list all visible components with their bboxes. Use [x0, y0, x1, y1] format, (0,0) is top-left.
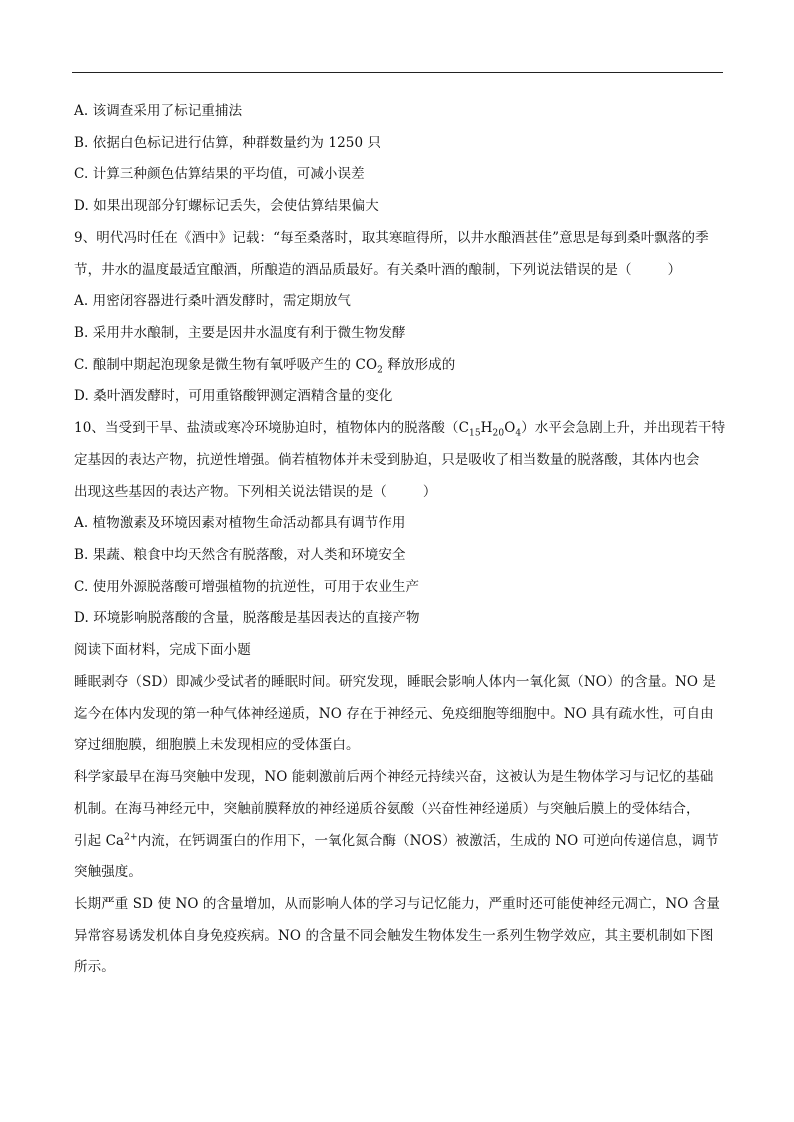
- reading-p2-line-3-text: 引起 Ca: [74, 833, 125, 849]
- q9-option-b: B. 采用井水酿制，主要是因井水温度有利于微生物发酵: [74, 325, 406, 341]
- reading-p3-line-2: 异常容易诱发机体自身免疫疾病。NO 的含量不同会触发生物体发生一系列生物学效应，其主要机制如下图: [74, 928, 714, 944]
- q10-stem-text-3: 出现这些基因的表达产物。下列相关说法错误的是（: [74, 484, 387, 500]
- q10-stem-text: 10、当受到干旱、盐渍或寒冷环境胁迫时，植物体内的脱落酸（C: [74, 420, 470, 436]
- reading-intro: 阅读下面材料，完成下面小题: [74, 642, 251, 658]
- reading-p2-line-3-tail: 内流，在钙调蛋白的作用下，一氧化氮合酶（NOS）被激活，生成的 NO 可逆向传递信息，调节: [137, 833, 719, 849]
- q9-paren-close: ）: [667, 262, 682, 278]
- q9-option-c-text: C. 酿制中期起泡现象是微生物有氧呼吸产生的 CO: [74, 357, 378, 373]
- q8-option-b: B. 依据白色标记进行估算，种群数量约为 1250 只: [74, 135, 382, 151]
- reading-p3-line-3: 所示。: [74, 959, 115, 975]
- header-rule: [72, 72, 723, 73]
- q10-option-b: B. 果蔬、粮食中均天然含有脱落酸，对人类和环境安全: [74, 547, 406, 563]
- reading-p2-line-4: 突触强度。: [74, 864, 142, 880]
- calcium-charge-superscript: 2+: [124, 832, 138, 843]
- q10-stem-line-1: [74, 418, 724, 438]
- q9-option-a: A. 用密闭容器进行桑叶酒发酵时，需定期放气: [74, 293, 352, 309]
- formula-subscript-h: 20: [492, 428, 505, 439]
- formula-subscript-o: 4: [515, 428, 522, 439]
- q8-option-a: A. 该调查采用了标记重捕法: [74, 103, 243, 119]
- q9-stem-text: 节，井水的温度最适宜酿酒，所酿造的酒品质最好。有关桑叶酒的酿制，下列说法错误的是（: [74, 262, 632, 278]
- q10-stem-tail: ）水平会急剧上升，并出现若干特: [521, 420, 726, 436]
- reading-p1-line-2: 迄今在体内发现的第一种气体神经递质，NO 存在于神经元、免疫细胞等细胞中。NO 具有疏水性，可自由: [74, 706, 714, 722]
- q9-stem-line-1: 9、明代冯时任在《酒中》记载：“每至桑落时，取其寒暄得所，以井水酿酒甚佳”意思是每到桑叶飘落的季: [74, 230, 709, 246]
- formula-o: O: [504, 420, 516, 436]
- reading-p2-line-3: [74, 831, 724, 851]
- q10-option-a: A. 植物激素及环境因素对植物生命活动都具有调节作用: [74, 515, 406, 531]
- q10-stem-line-2: 定基因的表达产物，抗逆性增强。倘若植物体并未受到胁迫，只是吸收了相当数量的脱落酸，其体内也会: [74, 452, 700, 468]
- q10-option-d: D. 环境影响脱落酸的含量，脱落酸是基因表达的直接产物: [74, 610, 420, 626]
- reading-p1-line-3: 穿过细胞膜，细胞膜上未发现相应的受体蛋白。: [74, 737, 360, 753]
- co2-subscript: 2: [377, 365, 383, 376]
- q10-paren-close: ）: [422, 484, 437, 500]
- reading-p1-line-1: 睡眠剥夺（SD）即减少受试者的睡眠时间。研究发现，睡眠会影响人体内一氧化氮（NO）的含量。NO 是: [74, 674, 717, 690]
- q10-stem-line-3: [74, 482, 724, 502]
- formula-h: H: [480, 420, 493, 436]
- q8-option-d: D. 如果出现部分钉螺标记丢失，会使估算结果偏大: [74, 198, 379, 214]
- q9-option-c: [74, 355, 724, 375]
- q10-option-c: C. 使用外源脱落酸可增强植物的抗逆性，可用于农业生产: [74, 579, 420, 595]
- q9-option-d: D. 桑叶酒发酵时，可用重铬酸钾测定酒精含量的变化: [74, 388, 393, 404]
- formula-subscript-c: 15: [469, 428, 481, 439]
- reading-p2-line-1: 科学家最早在海马突触中发现，NO 能刺激前后两个神经元持续兴奋，这被认为是生物体学习与记忆的基础: [74, 769, 714, 785]
- reading-p3-line-1: 长期严重 SD 使 NO 的含量增加，从而影响人体的学习与记忆能力，严重时还可能使神经元凋亡，NO 含量: [74, 896, 720, 912]
- q9-stem-line-2: [74, 260, 724, 280]
- reading-p2-line-2: 机制。在海马神经元中，突触前膜释放的神经递质谷氨酸（兴奋性神经递质）与突触后膜上的受体结合，: [74, 801, 700, 817]
- q9-option-c-tail: 释放形成的: [382, 357, 456, 373]
- q8-option-c: C. 计算三种颜色估算结果的平均值，可减小误差: [74, 166, 365, 182]
